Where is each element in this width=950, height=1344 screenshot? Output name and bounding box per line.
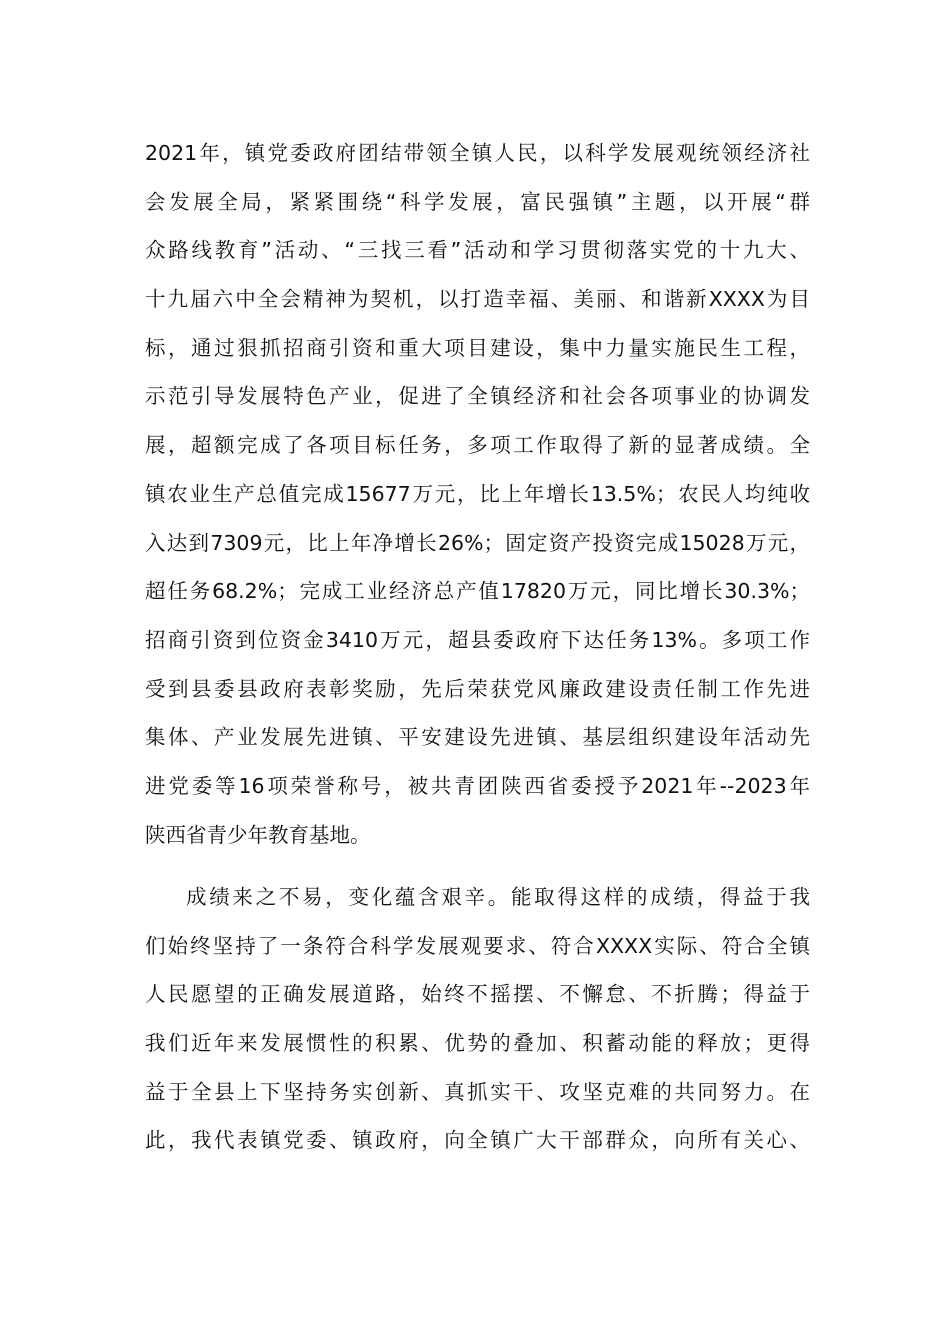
paragraph-line: 十九届六中全会精神为契机，以打造幸福、美丽、和谐新XXXX为目 xyxy=(145,287,810,312)
paragraph-line: 人民愿望的正确发展道路，始终不摇摆、不懈怠、不折腾；得益于 xyxy=(145,982,810,1007)
paragraph-line: 陕西省青少年教育基地。 xyxy=(145,822,371,847)
paragraph-line: 益于全县上下坚持务实创新、真抓实干、攻坚克难的共同努力。在 xyxy=(145,1079,810,1104)
paragraph-line: 我们近年来发展惯性的积累、优势的叠加、积蓄动能的释放；更得 xyxy=(145,1031,810,1056)
paragraph-line: 们始终坚持了一条符合科学发展观要求、符合XXXX实际、符合全镇 xyxy=(145,933,810,958)
paragraph-line: 受到县委县政府表彰奖励，先后荣获党风廉政建设责任制工作先进 xyxy=(145,676,810,701)
paragraph-gratitude xyxy=(145,873,810,1165)
paragraph-line: 超任务68.2%；完成工业经济总产值17820万元，同比增长30.3%； xyxy=(145,579,810,604)
paragraph-line: 此，我代表镇党委、镇政府，向全镇广大干部群众，向所有关心、 xyxy=(145,1128,810,1153)
paragraph-achievements xyxy=(145,129,810,859)
paragraph-line: 示范引导发展特色产业，促进了全镇经济和社会各项事业的协调发 xyxy=(145,384,810,409)
paragraph-line: 进党委等16项荣誉称号，被共青团陕西省委授予2021年--2023年 xyxy=(145,773,810,798)
paragraph-line: 2021年，镇党委政府团结带领全镇人民，以科学发展观统领经济社 xyxy=(145,141,810,165)
paragraph-line: 会发展全局，紧紧围绕“科学发展，富民强镇”主题，以开展“群 xyxy=(145,189,810,214)
paragraph-line: 入达到7309元，比上年净增长26%；固定资产投资完成15028万元， xyxy=(145,530,810,555)
paragraph-line: 众路线教育”活动、“三找三看”活动和学习贯彻落实党的十九大、 xyxy=(145,238,810,263)
paragraph-line: 成绩来之不易，变化蕴含艰辛。能取得这样的成绩，得益于我 xyxy=(186,885,810,909)
paragraph-line: 标，通过狠抓招商引资和重大项目建设，集中力量实施民生工程， xyxy=(145,335,810,360)
paragraph-line: 集体、产业发展先进镇、平安建设先进镇、基层组织建设年活动先 xyxy=(145,725,810,750)
paragraph-line: 展，超额完成了各项目标任务，多项工作取得了新的显著成绩。全 xyxy=(145,433,810,458)
paragraph-line: 招商引资到位资金3410万元，超县委政府下达任务13%。多项工作 xyxy=(145,627,810,652)
paragraph-line: 镇农业生产总值完成15677万元，比上年增长13.5%；农民人均纯收 xyxy=(145,481,810,506)
